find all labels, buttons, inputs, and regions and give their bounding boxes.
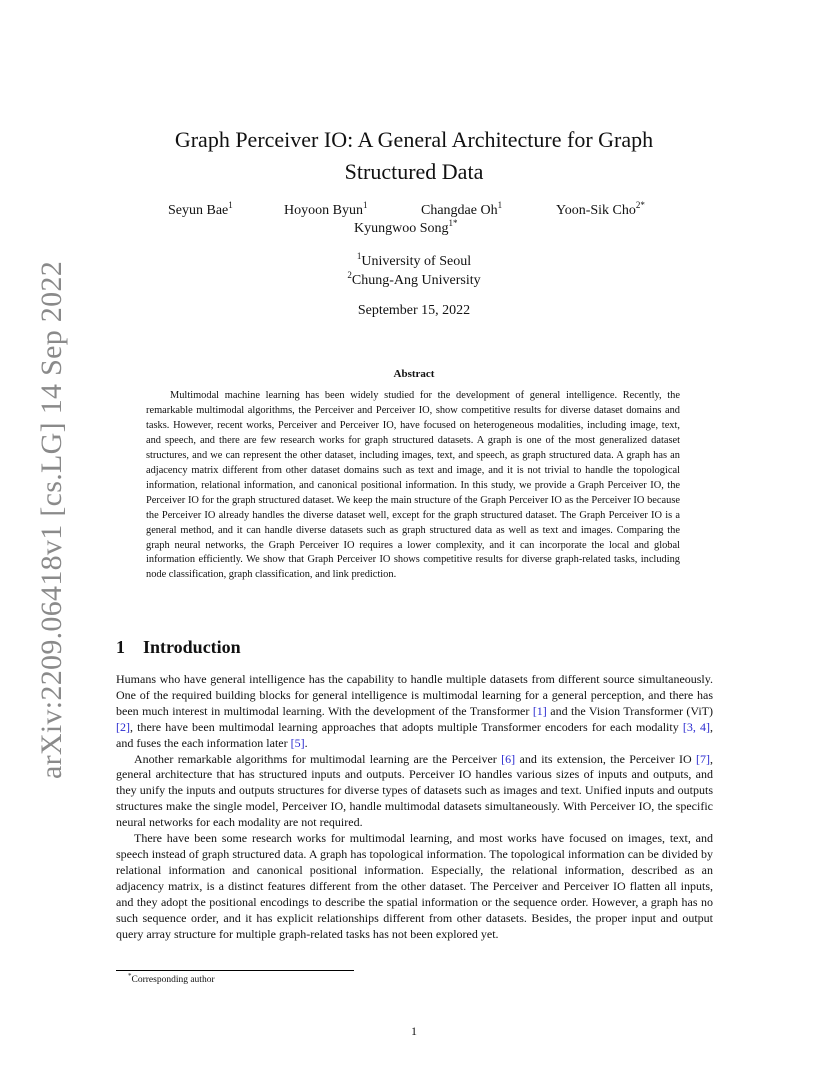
introduction-paragraph-3: There have been some research works for multimodal learning, and most works have focused on images, text, and speech instead of graph structured data. A graph has topological information. The topological information can be divided by relational information and canonical positional information. Especially, the relational information, described as an adjacency matrix, is a distinct features different from the other dataset. The Perceiver and Perceiver IO flatten all inputs, and they adopt the positional encodings to describe the spatial information or the sequence order. However, a graph has no such sequence order, and it has explicit relationships different from other datasets. Besides, the proper input and output query array structure for multiple graph-related tasks has not been explored yet.: [116, 831, 713, 941]
citation-link[interactable]: [7]: [696, 751, 710, 766]
author-affiliation-mark: 2*: [635, 200, 645, 210]
footnote-divider: [116, 970, 354, 971]
footnote-corresponding-author: *Corresponding author: [128, 972, 215, 985]
arxiv-identifier-stamp: arXiv:2209.06418v1 [cs.LG] 14 Sep 2022: [35, 260, 68, 780]
abstract-heading: Abstract: [393, 368, 435, 380]
author-seyun-bae: Seyun Bae$^1$: [168, 200, 233, 218]
citation-link[interactable]: [3, 4]: [682, 719, 710, 734]
author-changdae-oh: Changdae Oh$^1$: [421, 200, 503, 218]
author-hoyoon-byun: Hoyoon Byun$^1$: [284, 200, 368, 218]
section-heading-introduction: [116, 637, 241, 658]
author-affiliation-mark: 1: [362, 200, 368, 210]
abstract-body: Multimodal machine learning has been widely studied for the development of general intelligence. Recently, the remarkable multimodal algorithms, the Perceiver and Perceiver IO, show competitive results for diverse dataset domains and tasks. However, recent works, Perceiver and Perceiver IO, have focused on heterogeneous modalities, including image, text, and speech, and there are few research works for graph structured datasets. A graph is one of the most generalized dataset structures, and we can represent the other dataset, including images, text, and speech, as graph structured data. A graph has an adjacency matrix different from other dataset domains such as text and image, and it is not trivial to handle the topological information, relational information, and canonical positional information. In this study, we provide a Graph Perceiver IO, the Perceiver IO for the graph structured dataset. We keep the main structure of the Graph Perceiver IO as the Perceiver IO because the Perceiver IO already handles the diverse dataset well, except for the graph structured dataset. The Graph Perceiver IO is a general method, and it can handle diverse datasets such as graph structured data as well as text and images. Comparing the graph neural networks, the Graph Perceiver IO requires a lower complexity, and it can incorporate the local and global information efficiently. We show that Graph Perceiver IO shows competitive results for diverse graph-related tasks, including node classification, graph classification, and link prediction.: [146, 390, 680, 581]
introduction-body: [116, 672, 713, 942]
author-kyungwoo-song: Kyungwoo Song$^{1*}$: [354, 218, 458, 236]
publication-date: September 15, 2022: [357, 303, 471, 318]
section-number: 1: [116, 637, 125, 657]
author-affiliation-mark: 1*: [448, 218, 458, 228]
citation-link[interactable]: [1]: [532, 703, 547, 718]
citation-link[interactable]: [6]: [501, 751, 516, 766]
paper-title: Graph Perceiver IO: A General Architecture for Graph Structured Data: [174, 127, 654, 184]
affiliation-university-of-seoul: $^1$University of Seoul: [356, 251, 472, 269]
page-number: 1: [411, 1024, 417, 1038]
affiliation-chung-ang-university: $^2$Chung-Ang University: [347, 270, 481, 288]
author-affiliation-mark: 1: [497, 200, 503, 210]
author-yoon-sik-cho: Yoon-Sik Cho$^{2*}$: [556, 200, 645, 218]
introduction-paragraph-1: Humans who have general intelligence has the capability to handle multiple datasets from different source simultaneously. One of the required building blocks for general intelligence is multimodal learning for a general perception, and there has been much interest in multimodal learning. With the development of the Transformer [1] and the Vision Transformer (ViT) [2], there have been multimodal learning approaches that adopts multiple Transformer encoders for each modality [3, 4], and fuses the each information later [5].: [116, 672, 713, 750]
citation-link[interactable]: [2]: [116, 719, 130, 734]
author-affiliation-mark: 1: [228, 200, 233, 210]
citation-link[interactable]: [5]: [290, 735, 305, 750]
section-title: Introduction: [143, 637, 241, 657]
introduction-paragraph-2: Another remarkable algorithms for multimodal learning are the Perceiver [6] and its extension, the Perceiver IO [7], general architecture that has structured inputs and outputs. Perceiver IO handles various sizes of inputs and outputs, and they unify the inputs and outputs structures for diverse types of datasets such as images and text. Unified inputs and outputs structures make the single model, Perceiver IO, handle multimodal datasets simultaneously. With Perceiver IO, the specific neural networks for each modality are not required.: [116, 751, 713, 830]
